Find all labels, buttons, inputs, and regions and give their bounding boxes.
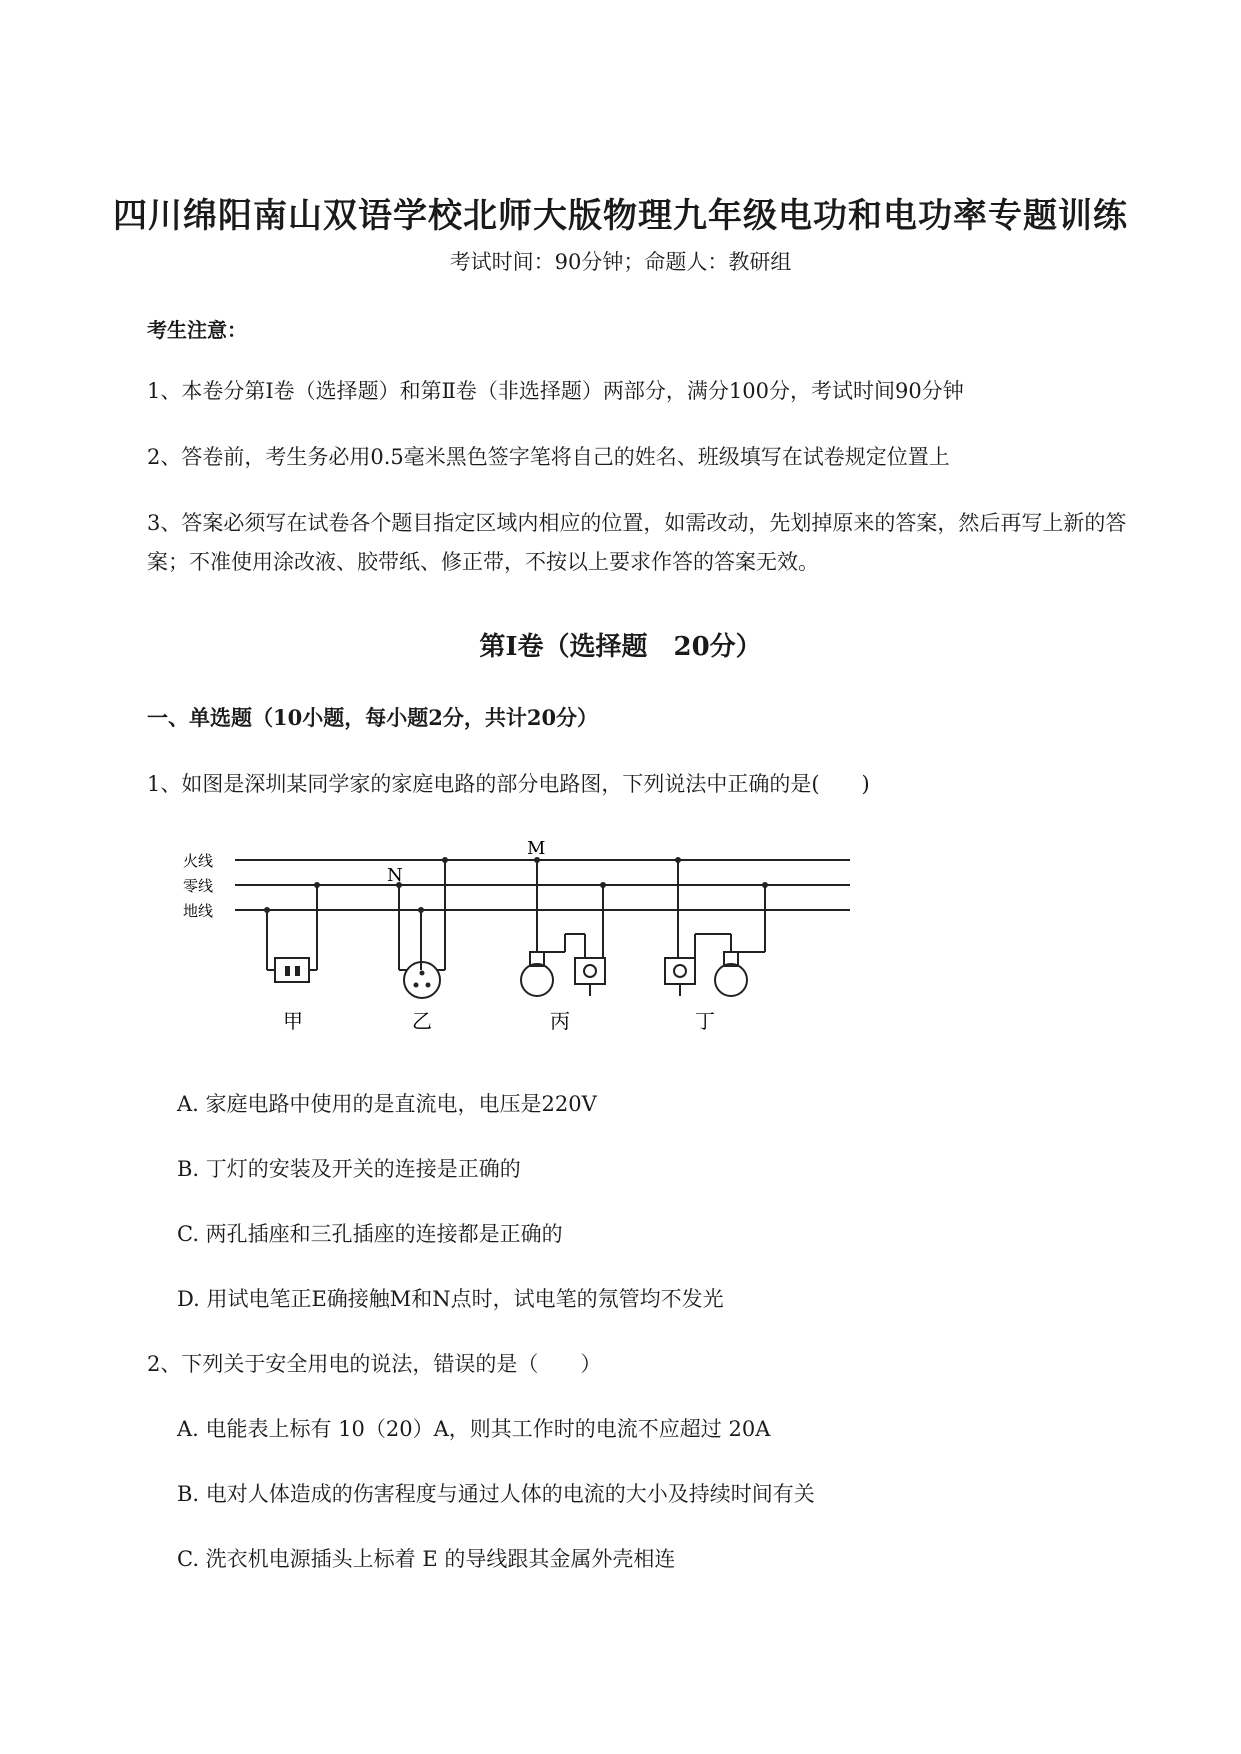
point-label-n: N: [387, 865, 403, 886]
device-label-bing: 丙: [550, 1009, 570, 1033]
device-label-ding: 丁: [695, 1009, 715, 1033]
question-1-option-d: D. 用试电笔正E确接触M和N点时，试电笔的氖管均不发光: [177, 1287, 724, 1311]
circuit-diagram: [175, 830, 875, 1045]
part-heading: 一、单选题（10小题，每小题2分，共计20分）: [147, 705, 599, 730]
notice-item-1: 1、本卷分第I卷（选择题）和第Ⅱ卷（非选择题）两部分，满分100分，考试时间90分钟: [147, 379, 964, 403]
device-label-yi: 乙: [412, 1009, 432, 1033]
exam-info: 考试时间：90分钟；命题人：教研组: [449, 250, 792, 274]
question-2-option-a: A. 电能表上标有 10（20）A，则其工作时的电流不应超过 20A: [177, 1417, 771, 1441]
question-1-option-c: C. 两孔插座和三孔插座的连接都是正确的: [177, 1222, 563, 1246]
question-1-option-b: B. 丁灯的安装及开关的连接是正确的: [177, 1157, 521, 1181]
label-ground-line: 地线: [183, 902, 214, 920]
page-title: 四川绵阳南山双语学校北师大版物理九年级电功和电功率专题训练: [113, 196, 1128, 236]
notice-heading: 考生注意：: [147, 318, 247, 342]
section-title: 第I卷（选择题 20分）: [479, 632, 762, 662]
question-2-stem: 2、下列关于安全用电的说法，错误的是（ ）: [147, 1352, 602, 1376]
notice-item-3: 3、答案必须写在试卷各个题目指定区域内相应的位置，如需改动，先划掉原来的答案，然后再写上新的答案；不准使用涂改液、胶带纸、修正带，不按以上要求作答的答案无效。: [147, 511, 1127, 574]
label-neutral-line: 零线: [183, 877, 214, 895]
question-2-option-c: C. 洗衣机电源插头上标着 E 的导线跟其金属外壳相连: [177, 1547, 676, 1571]
question-1-option-a: A. 家庭电路中使用的是直流电，电压是220V: [177, 1092, 597, 1116]
notice-item-2: 2、答卷前，考生务必用0.5毫米黑色签字笔将自己的姓名、班级填写在试卷规定位置上: [147, 445, 950, 469]
question-1-stem: 1、如图是深圳某同学家的家庭电路的部分电路图，下列说法中正确的是( ): [147, 772, 870, 796]
question-2-option-b: B. 电对人体造成的伤害程度与通过人体的电流的大小及持续时间有关: [177, 1482, 815, 1506]
device-label-jia: 甲: [283, 1009, 303, 1033]
label-live-line: 火线: [183, 852, 214, 870]
point-label-m: M: [527, 838, 546, 859]
